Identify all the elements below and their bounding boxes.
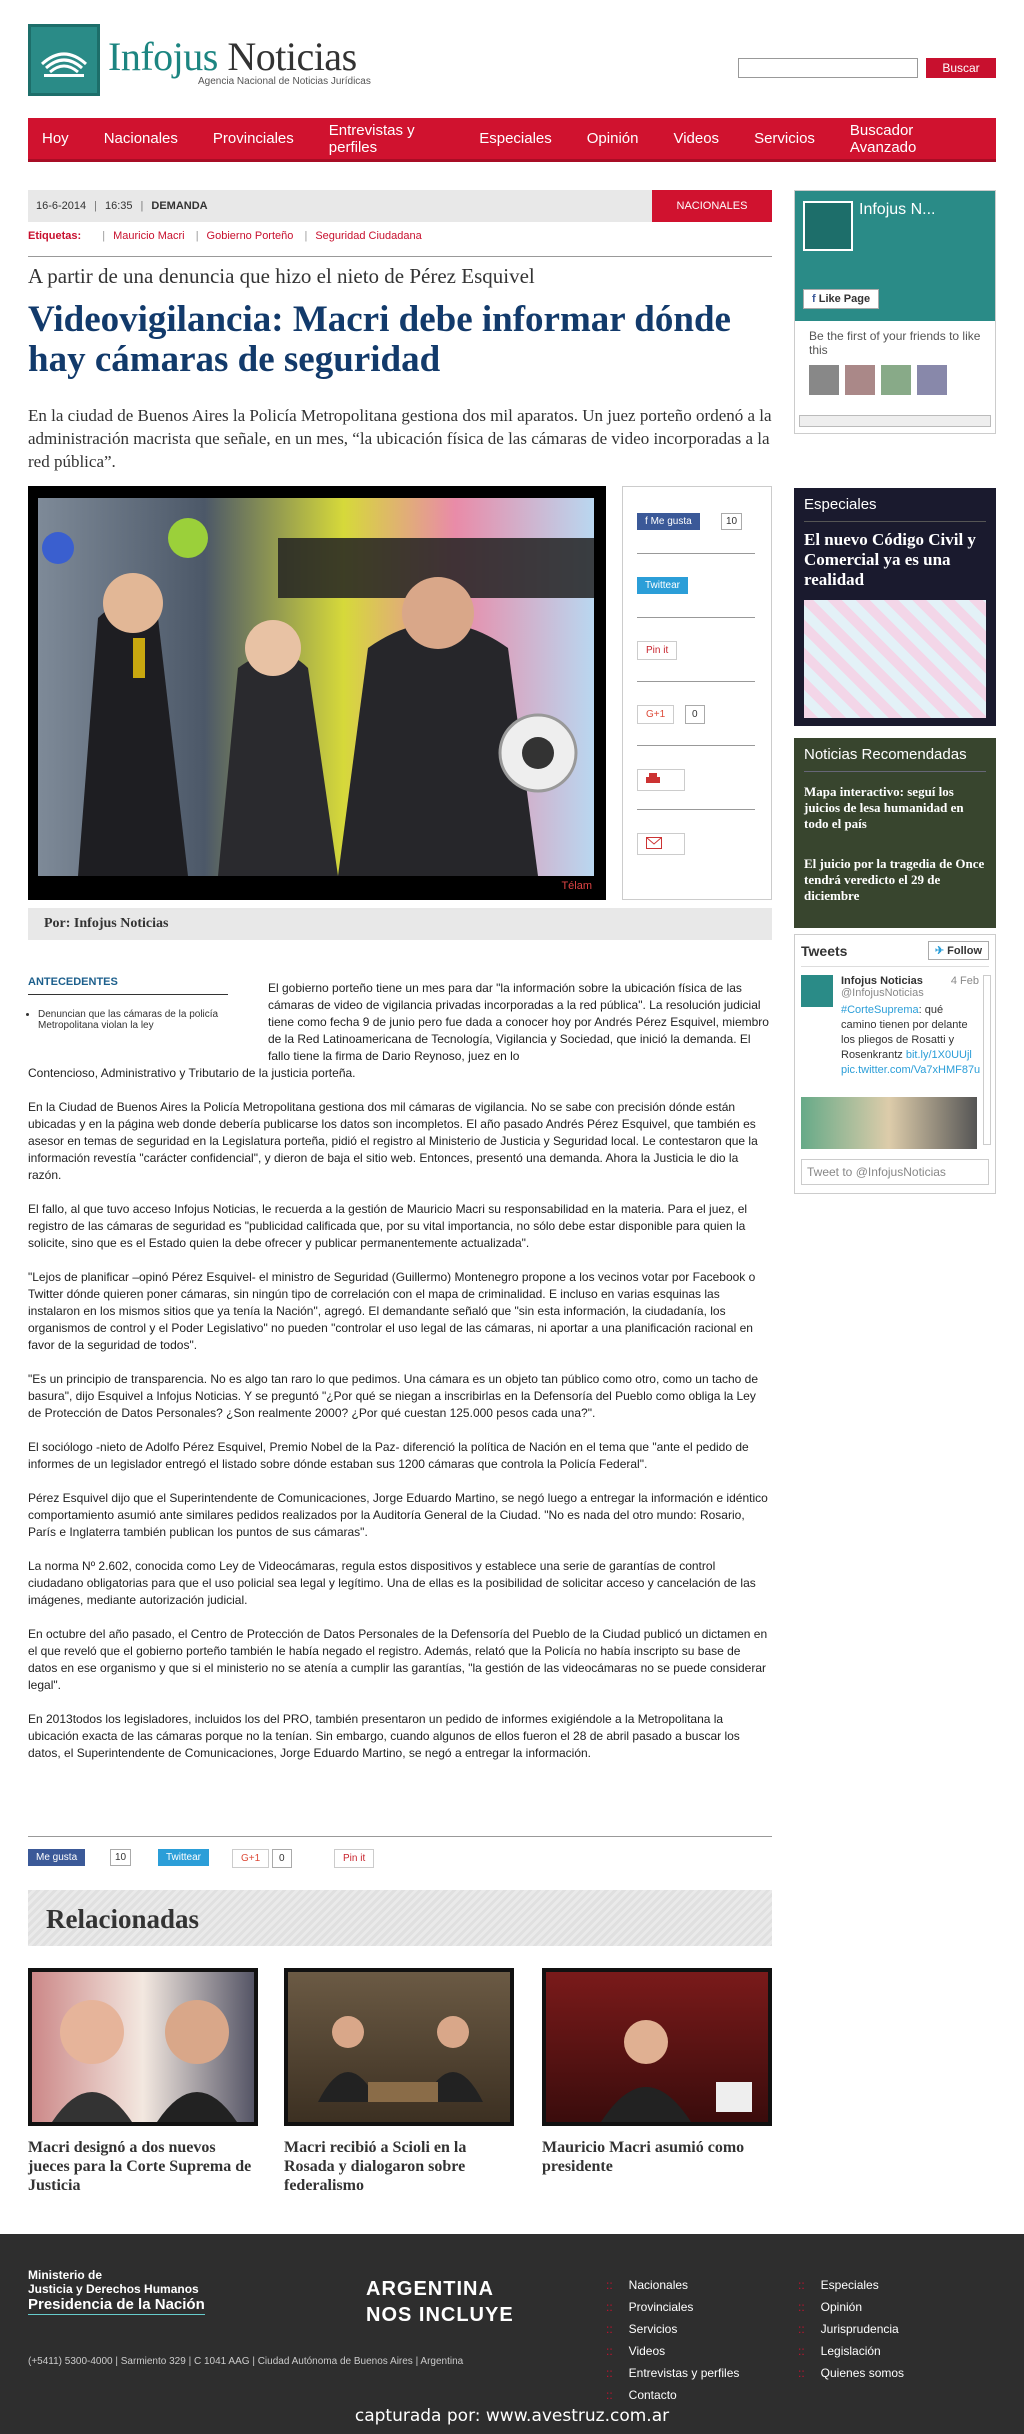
tags-row: Etiquetas: | Mauricio Macri | Gobierno Porteño | Seguridad Ciudadana: [28, 230, 772, 257]
related-card[interactable]: [284, 1968, 514, 2195]
body-paragraph: El gobierno porteño tiene un mes para dar "la información sobre la ubicación física de las cámaras de video de vigilancia privadas incorporadas a la red pública". La resolución judicial tiene como fecha 9 de junio pero fue dada a conocer hoy por Andrés Pérez Esquivel, miembro de la Red Latinoamericana de Tecnología, Vigilancia y Sociedad, que inició la demanda. El fallo tiene la firma de Dario Reynoso, juez en lo: [268, 981, 769, 1063]
tweet-link[interactable]: bit.ly/1X0UUjl pic.twitter.com/Va7xHMF87u: [841, 1049, 981, 1076]
tweet-image[interactable]: [801, 1097, 977, 1149]
fb-page-name[interactable]: Infojus N...: [859, 201, 936, 218]
footer-argentina: ARGENTINA NOS INCLUYE: [366, 2278, 514, 2326]
tag-link[interactable]: Seguridad Ciudadana: [315, 230, 422, 242]
gplus-button[interactable]: G+1: [232, 1849, 269, 1868]
recomendadas-title: Noticias Recomendadas: [804, 746, 986, 772]
logo-emblem: [28, 24, 100, 96]
related-card[interactable]: [28, 1968, 258, 2195]
article-lead: En la ciudad de Buenos Aires la Policía Metropolitana gestiona dos mil aparatos. Un juez porteño ordenó a la administración macrista que señale, en un mes, “la ubicación física de las cámaras de video incorporadas a la red pública”.: [28, 406, 772, 471]
fb-friends-avatars: [795, 365, 995, 395]
nav-especiales[interactable]: Especiales: [479, 130, 552, 147]
tag-link[interactable]: Gobierno Porteño: [206, 230, 294, 242]
main-nav: [28, 118, 996, 162]
site-header: [28, 20, 996, 100]
fb-count: 10: [110, 1849, 131, 1866]
footer-link[interactable]: :: Contacto: [606, 2388, 677, 2402]
body-paragraph: En la Ciudad de Buenos Aires la Policía Metropolitana gestiona dos mil cámaras de vigilancia. No se sabe con precisión dónde están ubicadas y en la página web donde debería publicarse los datos son incompletos. El año pasado Andrés Pérez Esquivel, que también es asesor en temas de seguridad en la Legislatura porteña, pidió el registro al Ministerio de Justicia y Seguridad local. Le contestaron que la información revestía "carácter confidencial", y dieron de baja el sitio web. Entonces, presentó una demanda. Ahora la Justicia le dio la razón.: [28, 1100, 758, 1182]
body-paragraph: Pérez Esquivel dijo que el Superintendente de Comunicaciones, Jorge Eduardo Martino, se negó luego a entregar la información e idéntico comportamiento asumió ante similares pedidos realizados por la Auditoría General de la Ciudad. "No es nada del otro mundo: Rosario, París e Inglaterra también publican los puntos de sus cámaras".: [28, 1491, 768, 1539]
article-photo: [28, 486, 606, 900]
tags-label: Etiquetas:: [28, 230, 82, 242]
fb-like-page-button[interactable]: f Like Page: [803, 289, 879, 309]
related-thumb[interactable]: [284, 1968, 514, 2126]
tweet-hashtag[interactable]: #CorteSuprema: [841, 1004, 919, 1016]
nav-provinciales[interactable]: Provinciales: [212, 130, 294, 147]
site-logo[interactable]: [28, 24, 371, 96]
footer-link[interactable]: :: Especiales: [798, 2278, 879, 2292]
search-button[interactable]: Buscar: [926, 58, 996, 78]
article-body: [28, 980, 772, 1779]
footer-link[interactable]: :: Entrevistas y perfiles: [606, 2366, 740, 2380]
tweet-author[interactable]: Infojus Noticias: [841, 975, 923, 987]
related-card[interactable]: [542, 1968, 772, 2176]
gplus-button[interactable]: G+1: [637, 705, 674, 724]
follow-button[interactable]: ✈ Follow: [928, 941, 989, 960]
email-icon[interactable]: [637, 833, 685, 855]
footer-link[interactable]: :: Quienes somos: [798, 2366, 905, 2380]
fb-count: 10: [721, 513, 742, 530]
related-title[interactable]: Macri recibió a Scioli en la Rosada y dialogaron sobre federalismo: [284, 2139, 467, 2194]
site-footer: [0, 2234, 1024, 2434]
related-thumb[interactable]: [28, 1968, 258, 2126]
tweet-to-input[interactable]: Tweet to @InfojusNoticias: [801, 1159, 989, 1185]
fb-scrollbar[interactable]: [799, 415, 991, 427]
tweet-button[interactable]: Twittear: [637, 577, 688, 594]
footer-col-2: [798, 2278, 904, 2388]
section-badge[interactable]: NACIONALES: [652, 190, 772, 222]
gplus-count: 0: [272, 1849, 292, 1868]
nav-buscador[interactable]: Buscador Avanzado: [849, 121, 917, 156]
tag-link[interactable]: Mauricio Macri: [113, 230, 185, 242]
photo-credit: Télam: [561, 880, 592, 892]
footer-link[interactable]: :: Nacionales: [606, 2278, 689, 2292]
nav-hoy[interactable]: Hoy: [42, 130, 69, 147]
recomendadas-box: [794, 738, 996, 928]
fb-like-button[interactable]: f Me gusta: [637, 513, 700, 530]
twitter-icon: ✈: [934, 945, 948, 957]
recomendada-link[interactable]: El juicio por la tragedia de Once tendrá veredicto el 29 de diciembre: [804, 856, 985, 903]
body-paragraph: "Es un principio de transparencia. No es algo tan raro lo que pedimos. Una cámara es un objeto tan público como otro, como un tacho de basura", dijo Esquivel a Infojus Noticias. Y se preguntó "¿Por qué se niegan a inscribirlas en la Defensoría del Pueblo como obliga la Ley de Protección de Datos Personales? ¿Son realmente 2000? ¿Por qué cuestan 125.000 pesos cada una?".: [28, 1372, 759, 1420]
tweets-title: Tweets: [801, 942, 848, 959]
footer-link[interactable]: :: Legislación: [798, 2344, 881, 2358]
tweets-scrollbar[interactable]: [983, 975, 991, 1145]
antecedentes-title: ANTECEDENTES: [28, 976, 228, 995]
tweet-avatar: [801, 975, 833, 1007]
body-paragraph: En octubre del año pasado, el Centro de Protección de Datos Personales de la Defensoría del Pueblo de la Ciudad publicó un dictamen en el que reveló que el gobierno porteño también le había negado el registro. Además, relató que la Policía no había inscripto su base de datos en ese organismo y que si el ministerio no se atenía a cumplir las garantías, "la gestión de las videocámaras no se puede considerar legal".: [28, 1627, 768, 1692]
nav-opinion[interactable]: Opinión: [586, 130, 639, 147]
tweet-date: 4 Feb: [950, 975, 979, 987]
footer-link[interactable]: :: Opinión: [798, 2300, 863, 2314]
footer-address: (+5411) 5300-4000 | Sarmiento 329 | C 1041 AAG | Ciudad Autónoma de Buenos Aires | Argentina: [28, 2356, 464, 2367]
nav-nacionales[interactable]: Nacionales: [103, 130, 178, 147]
especiales-headline[interactable]: El nuevo Código Civil y Comercial ya es una realidad: [804, 530, 976, 589]
fb-icon: f: [645, 516, 651, 527]
article-kicker: A partir de una denuncia que hizo el nieto de Pérez Esquivel: [28, 264, 535, 288]
fb-friends-text: Be the first of your friends to like this: [809, 329, 981, 357]
footer-link[interactable]: :: Videos: [606, 2344, 666, 2358]
nav-entrevistas[interactable]: Entrevistas y perfiles: [328, 121, 415, 156]
fb-avatar: [803, 201, 853, 251]
twitter-widget: [794, 934, 996, 1194]
body-paragraph: La norma Nº 2.602, conocida como Ley de Videocámaras, regula estos dispositivos y establece una serie de garantías de control ciudadano obligatorias para que el uso policial sea legal y legítimo. Una de ellas es la posibilidad de solicitar acceso y cancelación de las imágenes, mediante autorización judicial.: [28, 1559, 756, 1607]
related-thumb[interactable]: [542, 1968, 772, 2126]
body-paragraph: En 2013todos los legisladores, incluidos los del PRO, también presentaron un pedido de informes exigiéndole a la Metropolitana la ubicación exacta de las cámaras porque no la tenían. Sin embargo, cuando algunos de ellos fueron el 28 de abril pasado a buscar los datos, el Superintendente de Comunicaciones, Jorge Eduardo Martino, se negó a entregar la información.: [28, 1712, 740, 1760]
tweet-handle: @InfojusNoticias: [841, 987, 924, 999]
footer-link[interactable]: :: Provinciales: [606, 2300, 694, 2314]
print-icon[interactable]: [637, 769, 685, 791]
share-column: [622, 486, 772, 900]
footer-link[interactable]: :: Jurisprudencia: [798, 2322, 899, 2336]
search-input[interactable]: [738, 58, 918, 78]
antecedentes-link[interactable]: • Denuncian que las cámaras de la policía Metropolitana violan la ley: [38, 1009, 228, 1031]
article-date: 16-6-2014: [36, 200, 87, 212]
capture-watermark: capturada por: www.avestruz.com.ar: [354, 2406, 670, 2426]
footer-ministry[interactable]: Ministerio de Justicia y Derechos Humanos Presidencia de la Nación: [28, 2268, 205, 2313]
logo-wordmark: Infojus Noticias: [108, 34, 357, 79]
article-meta-bar: 16-6-2014 | 16:35 | DEMANDA NACIONALES: [28, 190, 772, 222]
facebook-widget: [794, 190, 996, 434]
footer-link[interactable]: :: Servicios: [606, 2322, 678, 2336]
fb-icon: f: [812, 293, 819, 305]
especiales-box: [794, 488, 996, 726]
nav-videos[interactable]: Videos: [673, 130, 720, 147]
logo-tagline: Agencia Nacional de Noticias Jurídicas: [198, 76, 371, 87]
footer-col-1: [606, 2278, 739, 2410]
article-byline: Por: Infojus Noticias: [28, 908, 772, 940]
especiales-image[interactable]: [804, 600, 986, 718]
body-paragraph: El sociólogo -nieto de Adolfo Pérez Esquivel, Premio Nobel de la Paz- diferenció la política de Nación en el tema que "ante el pedido de informes de un legislador entregó el listado sobre dónde estaban sus 1200 cámaras que controla la Policía Federal".: [28, 1440, 749, 1471]
pinterest-button[interactable]: Pin it: [334, 1849, 374, 1868]
article-type: DEMANDA: [151, 200, 208, 212]
especiales-title: Especiales: [804, 496, 986, 522]
photo-scene: [38, 498, 594, 876]
article-title: Videovigilancia: Macri debe informar dónde hay cámaras de seguridad: [28, 299, 731, 380]
pinterest-button[interactable]: Pin it: [637, 641, 677, 660]
gplus-count: 0: [685, 705, 705, 724]
related-title[interactable]: Macri designó a dos nuevos jueces para la Corte Suprema de Justicia: [28, 2139, 252, 2194]
body-paragraph: Contencioso, Administrativo y Tributario de la justicia porteña.: [28, 1066, 356, 1080]
recomendada-link[interactable]: Mapa interactivo: seguí los juicios de lesa humanidad en todo el país: [804, 784, 964, 831]
fb-like-button[interactable]: Me gusta: [28, 1849, 85, 1866]
tweet-button[interactable]: Twittear: [158, 1849, 209, 1866]
related-header: Relacionadas: [28, 1890, 772, 1946]
bottom-share-bar: [28, 1836, 772, 1876]
related-title[interactable]: Mauricio Macri asumió como presidente: [542, 2139, 745, 2175]
body-paragraph: "Lejos de planificar –opinó Pérez Esquivel- el ministro de Seguridad (Guillermo) Montenegro propone a los vecinos votar por Facebook o Twitter dónde quieren poner cámaras, sin ningún tipo de correlación con el mapa de criminalidad. E incluso en varias esquinas las instalaron en los mismos sitios que ya tenía la Nación", agregó. El demandante señaló que "sin esta información, la ciudadanía, los organismos de control y el Poder Legislativo" no pueden "controlar el uso legal de las cámaras, ni aportar a una planificación racional en favor de la seguridad de todos".: [28, 1270, 756, 1352]
search-form: [738, 58, 996, 78]
article-time: 16:35: [105, 200, 133, 212]
tweet-text: : qué camino tienen por delante los pliegos de Rosatti y Rosenkrantz: [841, 1004, 968, 1061]
nav-servicios[interactable]: Servicios: [754, 130, 815, 147]
fb-cover: [795, 191, 995, 321]
body-paragraph: El fallo, al que tuvo acceso Infojus Noticias, le recuerda a la gestión de Mauricio Macri su responsabilidad en la materia. Para el juez, el registro de las cámaras de seguridad es "publicidad calificada que, por su vital importancia, no sólo debe estar disponible para quien la solicite, sino que es el Estado quien la debe ofrecer y publicar permanentemente actualizada".: [28, 1202, 748, 1250]
